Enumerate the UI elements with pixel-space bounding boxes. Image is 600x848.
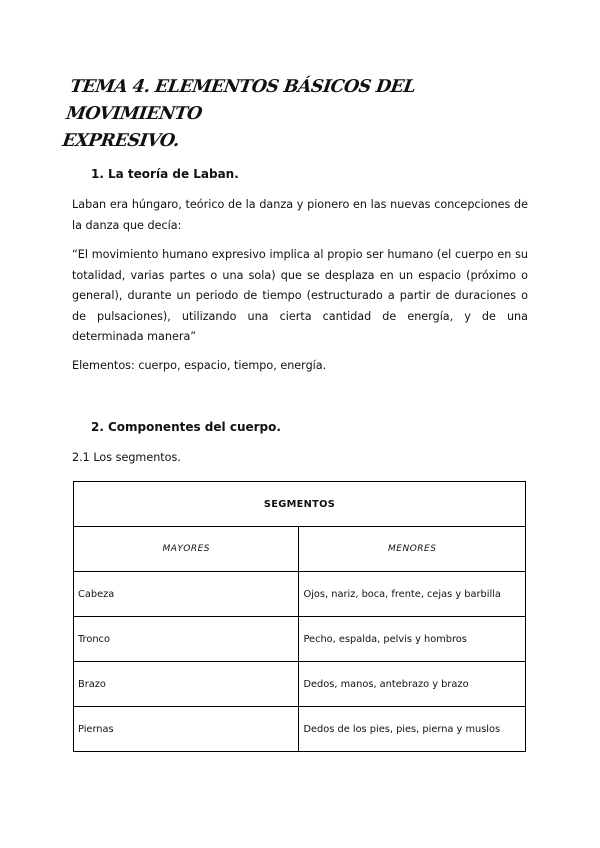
- cell-minor: Pecho, espalda, pelvis y hombros: [299, 617, 526, 662]
- cell-minor: Ojos, nariz, boca, frente, cejas y barbilla: [299, 572, 526, 617]
- elements-list: Elementos: cuerpo, espacio, tiempo, energía.: [72, 359, 327, 372]
- table-row: [74, 707, 526, 752]
- section-1-heading: [91, 167, 239, 181]
- cell-minor: Dedos de los pies, pies, pierna y muslos: [299, 707, 526, 752]
- table-caption: SEGMENTOS: [74, 482, 526, 527]
- page-title: [61, 74, 532, 155]
- cell-minor: Dedos, manos, antebrazo y brazo: [299, 662, 526, 707]
- section-1-title: La teoría de Laban.: [108, 167, 239, 181]
- section-2-heading: [91, 420, 281, 434]
- laban-quote: “El movimiento humano expresivo implica al propio ser humano (el cuerpo en su totalidad, varias partes o una sola) que se desplaza en un espacio (próximo o general), durante un periodo de tiempo (estructurado a partir de duraciones o de pulsaciones), utilizando una cierta cantidad de energía, y de una determinada manera”: [72, 248, 528, 343]
- cell-major: Piernas: [74, 707, 299, 752]
- table-caption-row: [74, 482, 526, 527]
- table-header-row: [74, 527, 526, 572]
- cell-major: Cabeza: [74, 572, 299, 617]
- table-row: [74, 572, 526, 617]
- table-row: [74, 662, 526, 707]
- title-line-2: EXPRESIVO.: [61, 131, 181, 151]
- section-2-number: 2.: [91, 420, 104, 434]
- section-2-title: Componentes del cuerpo.: [108, 420, 281, 434]
- section-1-intro: Laban era húngaro, teórico de la danza y pionero en las nuevas concepciones de la danza que decía:: [72, 198, 528, 232]
- cell-major: Brazo: [74, 662, 299, 707]
- cell-major: Tronco: [74, 617, 299, 662]
- title-line-1: TEMA 4. ELEMENTOS BÁSICOS DEL MOVIMIENTO: [64, 77, 417, 124]
- subsection-heading: 2.1 Los segmentos.: [72, 451, 181, 464]
- table-row: [74, 617, 526, 662]
- section-1-number: 1.: [91, 167, 104, 181]
- column-header-minor: MENORES: [299, 527, 526, 572]
- segments-table: [73, 481, 526, 752]
- column-header-major: MAYORES: [74, 527, 299, 572]
